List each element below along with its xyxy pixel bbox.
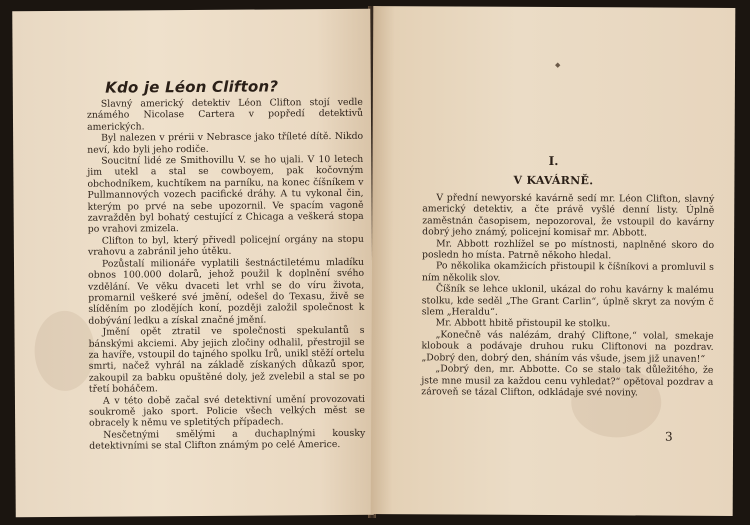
paragraph: Jmění opět ztratil ve společnosti spekulantů s bánskými akciemi. Aby jejich zločiny odhalil, přestrojil se za havíře, vstoupil do tajného spolku Irů, unikl stěží ortelu smrti, načež vyhrál na základě získaných důkazů spor, zakoupil za babku opuštěné doly, jež zvelebil a stal se po třetí boháčem. xyxy=(88,324,365,395)
paragraph: Clifton to byl, který přivedl policejní orgány na stopu vrahovu a zabránil jeho útěku. xyxy=(87,233,364,259)
chapter-text xyxy=(421,192,714,399)
page-number: 3 xyxy=(665,429,673,444)
paragraph: Mr. Abbott hbitě přistoupil ke stolku. xyxy=(435,317,611,330)
right-page xyxy=(371,6,736,516)
paragraph: A v této době začal své detektivní umění provozovati soukromě jako sport. Policie všech velkých měst se obracely k němu ve spletitých případech. xyxy=(89,393,366,430)
paragraph: Číšník se lehce uklonil, ukázal do rohu kavárny k malému stolku, kde seděl „The Grant Carlin“, úplně skryt za novým č slem „Heraldu“. xyxy=(421,283,714,318)
paragraph: Mr. Abbott rozhlížel se po místnosti, naplněné skoro do posledn ho místa. Patrně někoho hledal. xyxy=(422,238,715,262)
page-title: Kdo je Léon Clifton? xyxy=(105,77,279,97)
paragraph: Po několika okamžicích přistoupil k číšníkovi a promluvil s ním několik slov. xyxy=(421,260,714,284)
paragraph: Nesčetnými smělými a duchaplnými kousky detektivními se stal Clifton známým po celé Americe. xyxy=(89,427,366,452)
ornament-mark: ◆ xyxy=(555,61,561,70)
intro-text xyxy=(87,97,365,453)
paragraph: V přední newyorské kavárně sedí mr. Léon Clifton, slavný americký detektiv, a čte právě vyšlé denní listy. Úplně zaměstnán časopisem, nepozoroval, že vstoupil do kavárny dobrý jeho známý, policejní komisař mr. Abbott. xyxy=(422,192,715,239)
paragraph: Slavný americký detektiv Léon Clifton stojí vedle známého Nicolase Cartera v popředí detektivů amerických. xyxy=(86,96,364,133)
paper-stain xyxy=(34,311,95,391)
paragraph: Soucitní lidé ze Smithovillu V. se ho ujali. V 10 letech jim utekl a stal se cowboyem, pak kočovným obchodníkem, kuchtíkem na parníku, na konec číšníkem v Pullmannových vozech pacifické dráhy. A tu vykonal čin, kterým po prvé na sebe upozornil. Ve spacím vagoně zavražděn byl bohatý cestující z Chicaga a veškerá stopa po vrahovi zmizela. xyxy=(87,153,364,236)
left-page xyxy=(12,9,374,517)
chapter-title: V KAVÁRNĚ. xyxy=(513,173,594,188)
paragraph: Byl nalezen v prérii v Nebrasce jako tříleté dítě. Nikdo neví, kdo byli jeho rodiče. xyxy=(87,131,364,156)
chapter-number: I. xyxy=(548,153,559,169)
paragraph: „Dobrý den, mr. Abbotte. Co se stalo tak důležitého, že jste mne musil za každou cenu vyhledat?“ opětoval pozdrav a zároveň se tázal Clifton, odkládaje své noviny. xyxy=(421,363,714,399)
paragraph: „Konečně vás nalézám, drahý Cliftone,“ volal, smekaje klobouk a podávaje druhou ruku Cliftonovi na pozdrav. „Dobrý den, dobrý den, sháním vás všude, jsem již unaven!“ xyxy=(421,329,714,365)
paragraph: Pozůstalí milionáře vyplatili šestnáctiletému mladíku obnos 100.000 dolarů, jehož použil k doplnění svého vzdělání. Ve věku dvaceti let vrhl se do víru života, promarnil veškeré své jmění, odešel do Texasu, živě se slíděním po zlodějích koní, později založil společnost k dobývání ledku a získal značné jmění. xyxy=(88,256,365,327)
